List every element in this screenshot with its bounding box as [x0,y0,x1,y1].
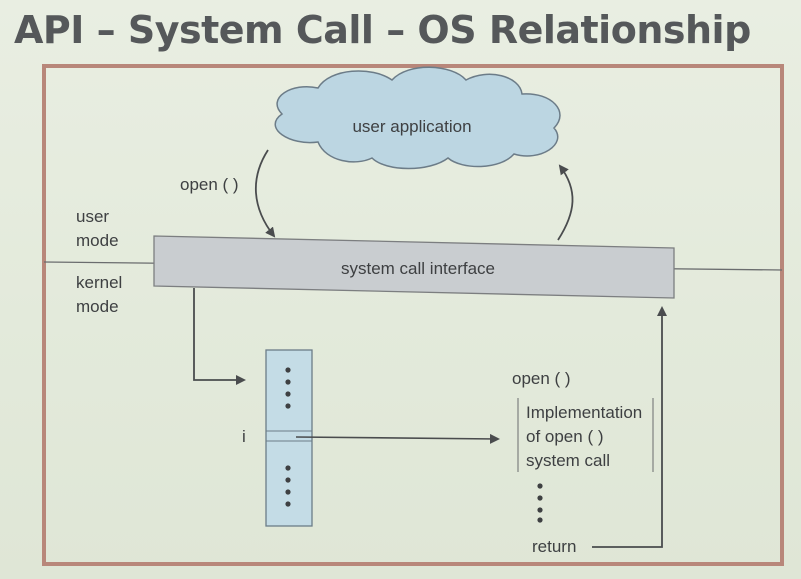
impl-title-label: open ( ) [512,369,571,388]
system-call-interface-bar [154,236,674,298]
open-call-label: open ( ) [180,175,239,194]
impl-ellipsis [537,483,542,522]
table-index-label: i [242,427,246,446]
slide-title: API – System Call – OS Relationship [14,8,751,52]
open-call-arrow [256,150,274,236]
system-call-table [266,350,312,526]
user-mode-label-line1: user [76,207,110,226]
return-to-app-arrow [558,166,573,240]
return-label: return [532,537,577,556]
dispatch-arrow [194,288,244,380]
kernel-mode-label-line1: kernel [76,273,123,292]
impl-text-line3: system call [526,451,611,470]
user-application-cloud [275,67,560,168]
user-application-label: user application [352,117,472,136]
impl-text-line2: of open ( ) [526,427,604,446]
system-call-interface-label: system call interface [341,259,495,278]
impl-text-line1: Implementation [526,403,643,422]
user-mode-label-line2: mode [76,231,119,250]
kernel-mode-label-line2: mode [76,297,119,316]
entry-to-impl-arrow [296,437,498,439]
